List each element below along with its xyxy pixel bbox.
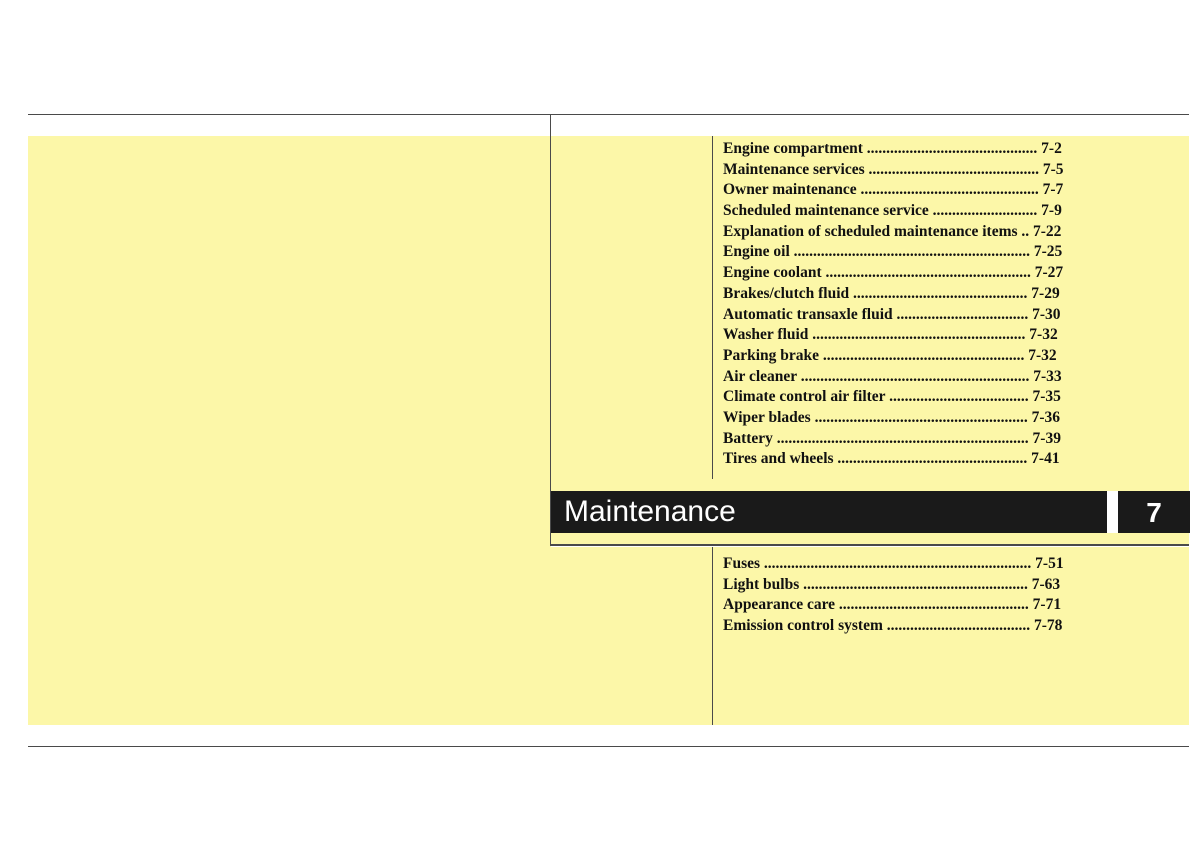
toc-entry: Climate control air filter .................................... 7-35 — [723, 388, 1061, 406]
toc-entry: Brakes/clutch fluid ............................................. 7-29 — [723, 284, 1060, 302]
left-page-panel — [28, 136, 551, 725]
section-underline — [551, 544, 1189, 546]
toc-entry: Wiper blades ....................................................... 7-36 — [723, 408, 1060, 426]
toc-entry: Explanation of scheduled maintenance items .. 7-22 — [723, 222, 1062, 240]
bottom-rule — [28, 746, 1189, 747]
toc-entry: Engine oil ............................................................. 7-25 — [723, 243, 1063, 261]
toc-entry: Washer fluid ....................................................... 7-32 — [723, 326, 1058, 344]
toc-entry: Fuses ..................................................................... 7-51 — [723, 555, 1064, 572]
toc-list-upper — [723, 139, 1105, 470]
toc-entry: Automatic transaxle fluid .................................. 7-30 — [723, 305, 1061, 323]
toc-entry: Light bulbs .......................................................... 7-63 — [723, 575, 1061, 593]
toc-entry: Emission control system ..................................... 7-78 — [723, 617, 1063, 635]
toc-entry: Air cleaner ........................................................... 7-33 — [723, 367, 1062, 385]
toc-entry: Tires and wheels ................................................. 7-41 — [723, 450, 1060, 468]
section-title: Maintenance — [551, 491, 1107, 533]
toc-lower-divider — [712, 547, 713, 725]
toc-entry: Engine coolant ..................................................... 7-27 — [723, 264, 1064, 282]
toc-upper-divider — [712, 136, 713, 479]
toc-entry: Scheduled maintenance service ........................... 7-9 — [723, 202, 1062, 220]
top-rule — [28, 114, 1189, 115]
toc-entry: Battery ................................................................. 7-39 — [723, 429, 1061, 447]
toc-entry: Appearance care ................................................. 7-71 — [723, 596, 1062, 614]
chapter-number: 7 — [1118, 491, 1190, 533]
toc-list-lower — [723, 554, 1105, 637]
toc-entry: Engine compartment ............................................ 7-2 — [723, 140, 1062, 157]
toc-entry: Owner maintenance .............................................. 7-7 — [723, 181, 1064, 199]
page-divider-line — [550, 114, 551, 546]
toc-entry: Parking brake .................................................... 7-32 — [723, 346, 1057, 364]
toc-entry: Maintenance services ............................................ 7-5 — [723, 160, 1064, 178]
